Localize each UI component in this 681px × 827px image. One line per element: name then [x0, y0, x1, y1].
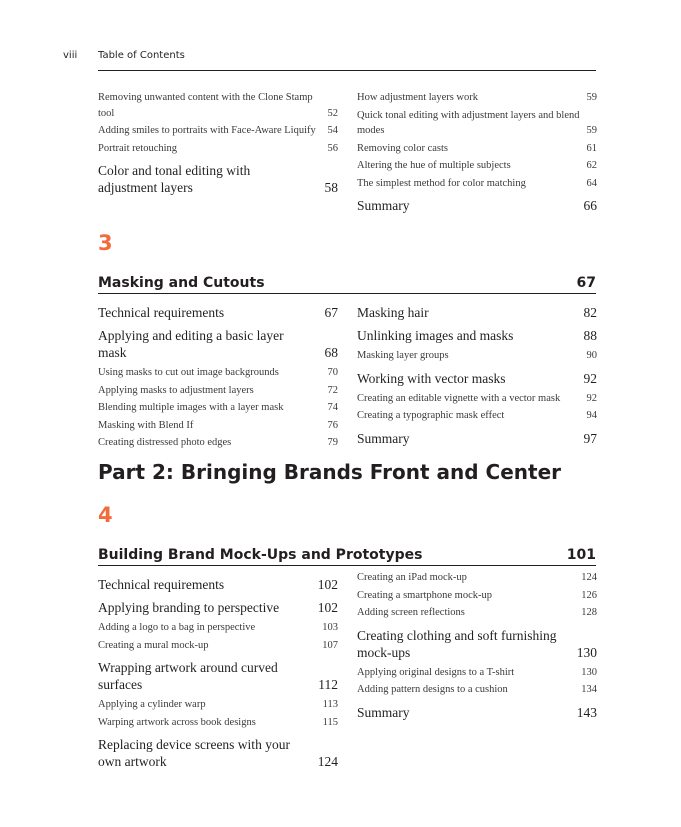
toc-entry-title: Summary	[357, 430, 410, 446]
toc-entry[interactable]	[98, 123, 338, 139]
toc-entry[interactable]	[357, 665, 597, 681]
toc-entry-title: Creating an iPad mock-up	[357, 572, 467, 583]
toc-entry-page: 64	[586, 177, 597, 189]
toc-entry[interactable]	[357, 176, 597, 192]
toc-entry[interactable]	[357, 197, 597, 214]
toc-entry[interactable]	[98, 162, 338, 196]
toc-entry-title: Using masks to cut out image backgrounds	[98, 367, 279, 378]
chapter-page: 67	[576, 275, 596, 291]
toc-entry-title: Adding smiles to portraits with Face-Aware Liquify	[98, 125, 316, 136]
toc-entry-page: 130	[576, 644, 597, 660]
toc-entry[interactable]	[357, 304, 597, 321]
toc-entry-page: 94	[586, 410, 597, 421]
toc-entry-title: Portrait retouching	[98, 142, 178, 154]
toc-entry-page: 134	[581, 684, 597, 695]
toc-entry-page: 124	[581, 572, 597, 583]
toc-entry-title: Unlinking images and masks	[357, 328, 514, 343]
toc-entry-page: 115	[322, 716, 338, 728]
toc-entry-title: Creating a typographic mask effect	[357, 410, 505, 421]
toc-entry[interactable]	[98, 638, 338, 654]
toc-entry-page: 66	[583, 198, 597, 213]
toc-entry-title: Creating a smartphone mock-up	[357, 589, 493, 601]
toc-entry[interactable]	[98, 365, 338, 381]
toc-entry-page: 62	[586, 160, 597, 171]
chapter-page: 101	[566, 547, 596, 563]
toc-entry-title: Applying original designs to a T-shirt	[357, 666, 515, 678]
toc-entry-page: 70	[327, 367, 338, 378]
toc-entry-title: Summary	[357, 704, 410, 720]
toc-entry-title: Applying masks to adjustment layers	[98, 384, 254, 396]
toc-entry-page: 52	[327, 107, 338, 119]
chapter-title[interactable]	[98, 275, 596, 294]
part-title[interactable]: Part 2: Bringing Brands Front and Center	[98, 460, 562, 484]
toc-entry[interactable]	[357, 570, 597, 586]
toc-entry[interactable]	[357, 704, 597, 721]
toc-entry-title: Working with vector masks	[357, 370, 506, 386]
toc-entry-page: 112	[318, 677, 338, 692]
toc-entry[interactable]	[98, 620, 338, 636]
top-right-column	[357, 90, 597, 218]
toc-entry[interactable]	[357, 408, 597, 424]
toc-entry[interactable]	[357, 682, 597, 698]
toc-entry[interactable]	[98, 599, 338, 616]
toc-entry-title: Adding screen reflections	[357, 607, 465, 618]
chapter4-left-column	[98, 570, 338, 774]
toc-entry[interactable]	[98, 90, 338, 121]
toc-entry[interactable]	[98, 576, 338, 593]
toc-entry[interactable]	[98, 141, 338, 157]
toc-entry-page: 79	[327, 437, 338, 448]
toc-entry-page: 61	[586, 142, 597, 154]
toc-entry-title: Summary	[357, 198, 410, 213]
toc-entry-title: Adding a logo to a bag in perspective	[98, 622, 256, 633]
toc-entry-page: 76	[327, 419, 338, 431]
toc-entry-page: 107	[322, 639, 338, 651]
toc-entry-page: 128	[581, 607, 597, 618]
toc-entry-title: Creating distressed photo edges	[98, 437, 232, 448]
toc-entry[interactable]	[98, 736, 338, 770]
chapter-title[interactable]	[98, 547, 596, 566]
page-number: viii	[63, 50, 78, 61]
toc-entry-page: 88	[583, 328, 597, 343]
toc-entry-title: Warping artwork across book designs	[98, 716, 256, 728]
chapter-number: 4	[98, 503, 113, 527]
running-header: Table of Contents	[98, 50, 185, 61]
toc-entry-page: 143	[576, 704, 597, 720]
toc-entry[interactable]	[357, 430, 597, 447]
toc-entry[interactable]	[98, 400, 338, 416]
toc-entry[interactable]	[357, 327, 597, 344]
toc-entry-page: 59	[586, 125, 597, 136]
toc-entry[interactable]	[357, 108, 597, 139]
toc-entry-page: 124	[317, 754, 338, 769]
toc-entry[interactable]	[98, 697, 338, 713]
toc-entry[interactable]	[98, 304, 338, 321]
toc-entry-title: How adjustment layers work	[357, 92, 479, 103]
toc-entry-title: Technical requirements	[98, 577, 225, 592]
toc-entry[interactable]	[357, 90, 597, 106]
toc-entry-page: 74	[327, 402, 338, 413]
toc-entry-page: 59	[586, 92, 597, 103]
toc-entry[interactable]	[98, 435, 338, 451]
toc-entry[interactable]	[357, 627, 597, 661]
toc-entry[interactable]	[98, 659, 338, 693]
toc-entry-page: 90	[586, 350, 597, 361]
toc-entry-page: 92	[586, 392, 597, 404]
toc-entry-title: Applying a cylinder warp	[98, 699, 206, 710]
toc-entry-title: Quick tonal editing with adjustment layers and blend modes	[357, 109, 580, 136]
toc-entry-page: 102	[317, 600, 338, 615]
toc-entry[interactable]	[98, 715, 338, 731]
toc-entry-page: 102	[317, 577, 338, 592]
toc-entry[interactable]	[357, 370, 597, 387]
toc-entry-page: 54	[327, 125, 338, 136]
toc-entry-page: 97	[583, 430, 597, 446]
toc-entry[interactable]	[357, 605, 597, 621]
toc-entry-title: Masking with Blend If	[98, 419, 194, 431]
chapter3-left-column	[98, 298, 338, 453]
toc-entry-title: Replacing device screens with your own artwork	[98, 737, 290, 769]
toc-entry-title: Creating an editable vignette with a vector mask	[357, 392, 561, 404]
toc-entry-title: Wrapping artwork around curved surfaces	[98, 660, 278, 692]
toc-entry-title: Removing unwanted content with the Clone Stamp tool	[98, 92, 313, 119]
toc-entry[interactable]	[98, 327, 338, 361]
toc-entry-page: 113	[322, 699, 338, 710]
chapter-title-text: Masking and Cutouts	[98, 275, 265, 291]
toc-entry-title: The simplest method for color matching	[357, 177, 526, 189]
toc-entry[interactable]	[98, 418, 338, 434]
toc-entry-page: 56	[327, 142, 338, 154]
toc-entry-title: Creating a mural mock-up	[98, 639, 209, 651]
toc-entry-page: 72	[327, 384, 338, 396]
toc-entry[interactable]	[357, 588, 597, 604]
chapter4-right-column	[357, 570, 597, 725]
chapter3-right-column	[357, 298, 597, 451]
toc-entry-title: Creating clothing and soft furnishing mock-ups	[357, 627, 557, 660]
toc-entry[interactable]	[357, 391, 597, 407]
toc-entry-page: 82	[583, 305, 597, 320]
toc-entry-page: 130	[581, 666, 597, 678]
toc-entry-title: Masking layer groups	[357, 350, 449, 361]
toc-entry[interactable]	[357, 141, 597, 157]
toc-entry[interactable]	[357, 158, 597, 174]
toc-entry-page: 92	[583, 370, 597, 386]
top-left-column	[98, 90, 338, 200]
toc-entry-title: Masking hair	[357, 305, 429, 320]
toc-entry-title: Technical requirements	[98, 305, 225, 320]
toc-entry-page: 67	[324, 305, 338, 320]
toc-entry-title: Applying and editing a basic layer mask	[98, 328, 284, 360]
header-rule	[98, 70, 596, 71]
toc-entry-page: 126	[581, 589, 597, 601]
toc-entry-page: 103	[322, 622, 338, 633]
toc-entry-title: Altering the hue of multiple subjects	[357, 160, 511, 171]
toc-entry-title: Blending multiple images with a layer mask	[98, 402, 284, 413]
toc-entry-page: 58	[324, 180, 338, 195]
chapter-title-text: Building Brand Mock-Ups and Prototypes	[98, 547, 423, 563]
toc-entry-title: Color and tonal editing with adjustment layers	[98, 163, 251, 195]
toc-entry[interactable]	[357, 348, 597, 364]
toc-entry-title: Applying branding to perspective	[98, 600, 280, 615]
toc-entry-title: Adding pattern designs to a cushion	[357, 684, 508, 695]
chapter-number: 3	[98, 231, 113, 255]
toc-entry-title: Removing color casts	[357, 142, 448, 154]
toc-entry[interactable]	[98, 383, 338, 399]
toc-entry-page: 68	[324, 345, 338, 360]
